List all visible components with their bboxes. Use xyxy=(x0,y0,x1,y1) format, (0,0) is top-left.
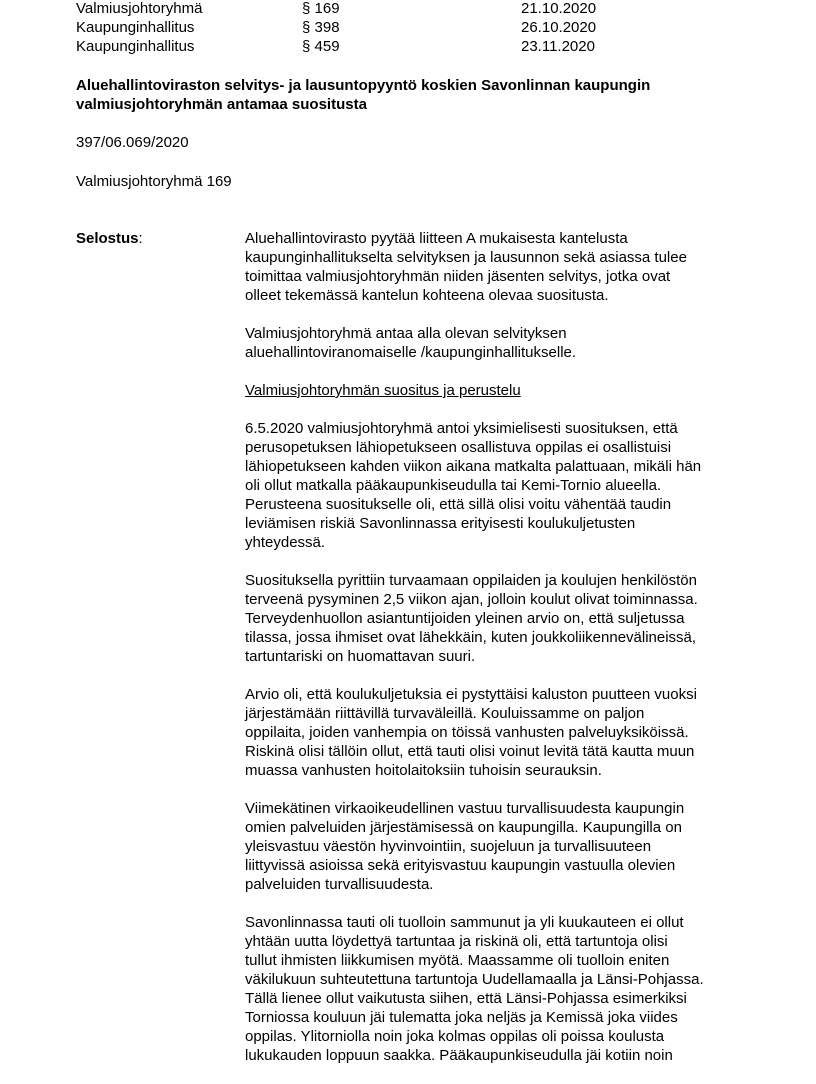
text-line: yhteydessä. xyxy=(245,534,326,551)
text-line: Savonlinnassa tauti oli tuolloin sammunut ja yli kuukauteen ei ollut xyxy=(245,914,684,931)
text-line: perusopetuksen lähiopetukseen osallistuva oppilas ei osallistuisi xyxy=(245,439,672,456)
text-line: Torniossa kouluun jäi tulematta joka neljäs ja Kemissä joka viides xyxy=(245,1009,678,1026)
text-line: Valmiusjohtoryhmän suositus ja perustelu xyxy=(245,382,521,399)
case-number: 397/06.069/2020 xyxy=(76,134,189,151)
section-label xyxy=(76,229,143,248)
meta-section: § 459 xyxy=(302,38,340,55)
title-line: Aluehallintoviraston selvitys- ja lausuntopyyntö koskien Savonlinnan kaupungin xyxy=(76,77,651,94)
text-line: Suosituksella pyrittiin turvaamaan oppilaiden ja koulujen henkilöstön xyxy=(245,572,697,589)
meta-date: 23.11.2020 xyxy=(521,38,595,55)
text-line: järjestämään riittävillä turvaväleillä. Kouluissamme on paljon xyxy=(245,705,645,722)
text-line: väkilukuun suhteutettuna tartuntoja Uudellamaalla ja Länsi-Pohjassa. xyxy=(245,971,704,988)
text-line: kaupunginhallitukselta selvityksen ja lausunnon sekä asiassa tulee xyxy=(245,249,687,266)
meta-date: 21.10.2020 xyxy=(521,0,597,17)
title-line: valmiusjohtoryhmän antamaa suositusta xyxy=(76,96,367,113)
text-line: lukukauden loppuun saakka. Pääkaupunkiseudulla jäi kotiin noin xyxy=(245,1047,673,1064)
subheading xyxy=(245,381,745,400)
text-line: yleisvastuu väestön hyvinvointiin, suojeluun ja turvallisuuteen xyxy=(245,838,652,855)
text-line: Tällä lienee ollut vaikutusta siihen, että Länsi-Pohjassa esimerkiksi xyxy=(245,990,687,1007)
text-line: muassa vanhusten hoitolaitoksiin tuhoisin seurauksin. xyxy=(245,762,602,779)
text-line: tullut ihmisten liikkumisen myötä. Maassamme oli tuolloin eniten xyxy=(245,952,670,969)
text-line: lähiopetukseen kahden viikon aikana matkalta palattuaan, mikäli hän xyxy=(245,458,702,475)
text-line: Terveydenhuollon asiantuntijoiden yleinen arvio on, että suljetussa xyxy=(245,610,685,627)
body-paragraph xyxy=(245,799,745,894)
body-paragraph xyxy=(245,685,745,780)
body-paragraph xyxy=(245,324,745,362)
text-line: yhtään uutta löydettyä tartuntaa ja riskinä oli, että tartuntoja olisi xyxy=(245,933,668,950)
document-title xyxy=(76,76,736,114)
text-line: Riskinä olisi tällöin ollut, että tauti olisi voinut levitä tätä kautta muun xyxy=(245,743,695,760)
text-line: oli ollut matkalla pääkaupunkiseudulla tai Kemi-Tornio alueella. xyxy=(245,477,662,494)
text-line: Aluehallintovirasto pyytää liitteen A mukaisesta kantelusta xyxy=(245,230,628,247)
text-line: Viimekätinen virkaoikeudellinen vastuu turvallisuudesta kaupungin xyxy=(245,800,685,817)
text-line: Perusteena suositukselle oli, että sillä olisi voitu vähentää taudin xyxy=(245,496,672,513)
text-line: toimittaa valmiusjohtoryhmän niiden jäsenten selvitys, jotka ovat xyxy=(245,268,671,285)
reference-line: Valmiusjohtoryhmä 169 xyxy=(76,173,232,190)
body-paragraph xyxy=(245,229,745,305)
text-line: Arvio oli, että koulukuljetuksia ei pystyttäisi kaluston puutteen vuoksi xyxy=(245,686,697,703)
meta-body: Valmiusjohtoryhmä xyxy=(76,0,203,17)
text-line: oppilaita, joiden vanhempia on töissä vanhusten palveluyksiköissä. xyxy=(245,724,689,741)
text-line: aluehallintoviranomaiselle /kaupunginhallitukselle. xyxy=(245,344,577,361)
meta-section: § 169 xyxy=(302,0,340,17)
section-label-colon: : xyxy=(138,230,143,247)
body-paragraph xyxy=(245,913,745,1065)
text-line: leviämisen riskiä Savonlinnassa erityisesti koulukuljetusten xyxy=(245,515,636,532)
text-line: 6.5.2020 valmiusjohtoryhmä antoi yksimielisesti suosituksen, että xyxy=(245,420,678,437)
section-label-word: Selostus xyxy=(76,230,139,247)
meta-body: Kaupunginhallitus xyxy=(76,19,195,36)
text-line: palveluiden turvallisuudesta. xyxy=(245,876,434,893)
body-text xyxy=(245,229,745,1084)
text-line: olleet tekemässä kantelun kohteena olevaa suositusta. xyxy=(245,287,609,304)
meta-body: Kaupunginhallitus xyxy=(76,38,195,55)
body-paragraph xyxy=(245,419,745,552)
text-line: tartuntariski on huomattavan suuri. xyxy=(245,648,476,665)
body-paragraph xyxy=(245,571,745,666)
meta-date: 26.10.2020 xyxy=(521,19,597,36)
text-line: Valmiusjohtoryhmä antaa alla olevan selvityksen xyxy=(245,325,567,342)
meta-section: § 398 xyxy=(302,19,340,36)
text-line: oppilas. Ylitorniolla noin joka kolmas oppilas oli poissa koulusta xyxy=(245,1028,665,1045)
text-line: liittyvissä asioissa sekä erityisvastuu kaupungin vastuulla olevien xyxy=(245,857,676,874)
text-line: terveenä pysyminen 2,5 viikon ajan, jolloin koulut olivat toiminnassa. xyxy=(245,591,698,608)
text-line: omien palveluiden järjestämisessä on kaupungilla. Kaupungilla on xyxy=(245,819,682,836)
text-line: tilassa, jossa ihmiset ovat lähekkäin, kuten joukkoliikennevälineissä, xyxy=(245,629,697,646)
